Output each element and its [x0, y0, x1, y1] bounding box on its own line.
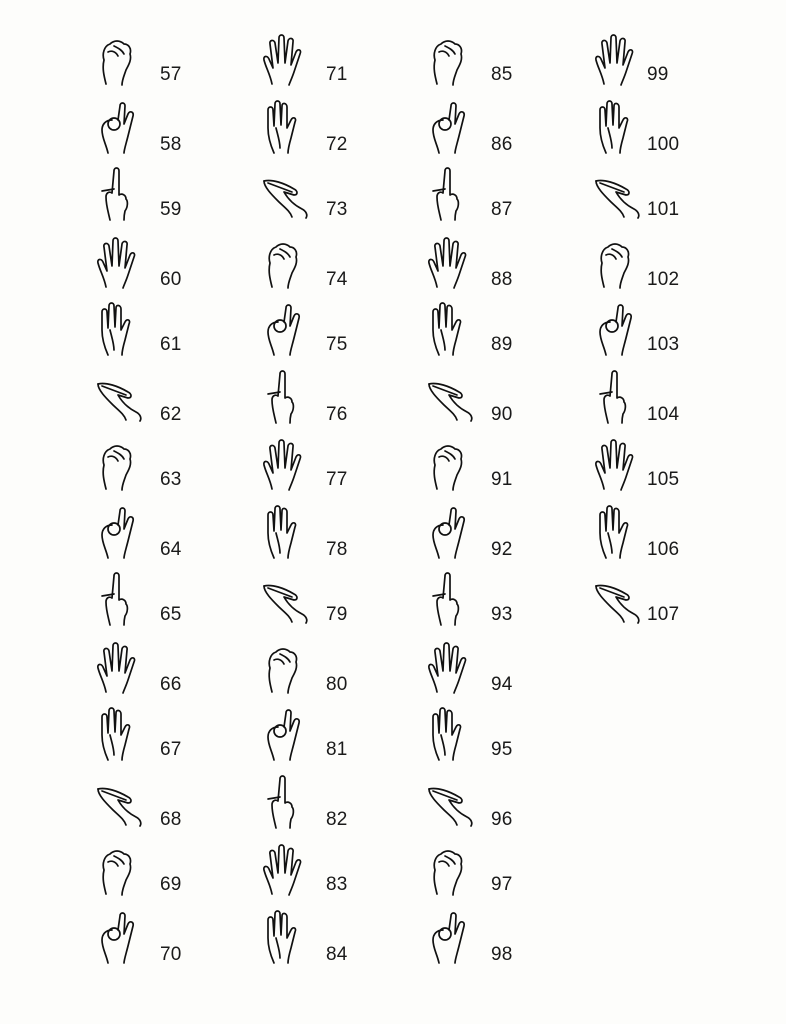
sign-entry: [423, 165, 593, 225]
sign-number: 87: [491, 199, 513, 220]
hand-sign-57-icon: [92, 30, 146, 86]
sign-entry: [92, 570, 262, 630]
sign-entry: [258, 233, 428, 293]
sign-entry: [258, 570, 428, 630]
sign-number: 88: [491, 268, 513, 290]
sign-number: 106: [647, 538, 680, 560]
sign-number: 61: [160, 334, 182, 355]
hand-sign-94-icon: [423, 638, 477, 694]
hand-sign-102-icon: [590, 233, 644, 289]
sign-number: 58: [160, 133, 182, 155]
hand-sign-67-icon: [92, 705, 146, 761]
sign-entry: [92, 840, 262, 900]
hand-sign-91-icon: [423, 435, 477, 491]
sign-number: 91: [491, 469, 513, 490]
sign-number: 81: [326, 739, 348, 760]
sign-number: 82: [326, 808, 348, 830]
hand-sign-62-icon: [92, 368, 146, 424]
sign-number: 84: [326, 943, 348, 965]
sign-number: 90: [491, 403, 513, 425]
sign-entry: [423, 30, 593, 90]
sign-entry: [590, 98, 760, 158]
sign-number: 63: [160, 469, 182, 490]
sign-number: 107: [647, 604, 680, 625]
sign-number: 103: [647, 334, 680, 355]
sign-number: 71: [326, 64, 348, 85]
hand-sign-68-icon: [92, 773, 146, 829]
sign-entry: [92, 503, 262, 563]
sign-entry: [590, 300, 760, 360]
sign-entry: [590, 30, 760, 90]
sign-entry: [590, 503, 760, 563]
sign-number: 78: [326, 538, 348, 560]
sign-entry: [92, 908, 262, 968]
sign-number: 97: [491, 874, 513, 895]
hand-sign-107-icon: [590, 570, 644, 626]
sign-entry: [423, 98, 593, 158]
sign-entry: [423, 840, 593, 900]
sign-entry: [258, 503, 428, 563]
sign-entry: [423, 435, 593, 495]
hand-sign-103-icon: [590, 300, 644, 356]
sign-entry: [423, 773, 593, 833]
sign-entry: [92, 705, 262, 765]
sign-number: 80: [326, 673, 348, 695]
sign-entry: [590, 570, 760, 630]
sign-number: 60: [160, 268, 182, 290]
hand-sign-77-icon: [258, 435, 312, 491]
hand-sign-74-icon: [258, 233, 312, 289]
hand-sign-71-icon: [258, 30, 312, 86]
sign-entry: [423, 503, 593, 563]
hand-sign-66-icon: [92, 638, 146, 694]
hand-sign-88-icon: [423, 233, 477, 289]
sign-entry: [258, 30, 428, 90]
sign-number: 93: [491, 604, 513, 625]
sign-number: 102: [647, 268, 680, 290]
hand-sign-75-icon: [258, 300, 312, 356]
sign-entry: [590, 233, 760, 293]
sign-entry: [258, 908, 428, 968]
hand-sign-59-icon: [92, 165, 146, 221]
sign-number: 101: [647, 199, 680, 220]
sign-entry: [258, 300, 428, 360]
hand-sign-106-icon: [590, 503, 644, 559]
hand-sign-83-icon: [258, 840, 312, 896]
hand-sign-58-icon: [92, 98, 146, 154]
sign-number: 67: [160, 739, 182, 760]
sign-entry: [258, 368, 428, 428]
sign-number: 72: [326, 133, 348, 155]
hand-sign-72-icon: [258, 98, 312, 154]
sign-entry: [92, 435, 262, 495]
sign-number: 69: [160, 874, 182, 895]
sign-entry: [590, 165, 760, 225]
sign-number: 68: [160, 808, 182, 830]
hand-sign-73-icon: [258, 165, 312, 221]
sign-number: 83: [326, 874, 348, 895]
hand-sign-65-icon: [92, 570, 146, 626]
sign-number: 66: [160, 673, 182, 695]
sign-entry: [92, 773, 262, 833]
sign-entry: [92, 233, 262, 293]
sign-entry: [423, 233, 593, 293]
sign-entry: [423, 300, 593, 360]
sign-number: 99: [647, 64, 669, 85]
hand-sign-70-icon: [92, 908, 146, 964]
hand-sign-97-icon: [423, 840, 477, 896]
sign-number: 70: [160, 943, 182, 965]
sign-number: 57: [160, 64, 182, 85]
sign-number: 94: [491, 673, 513, 695]
hand-sign-105-icon: [590, 435, 644, 491]
sign-entry: [423, 638, 593, 698]
sign-entry: [258, 638, 428, 698]
sign-entry: [423, 908, 593, 968]
sign-entry: [423, 705, 593, 765]
sign-entry: [258, 773, 428, 833]
hand-sign-64-icon: [92, 503, 146, 559]
sign-number: 76: [326, 403, 348, 425]
sign-number: 73: [326, 199, 348, 220]
sign-entry: [590, 368, 760, 428]
hand-sign-84-icon: [258, 908, 312, 964]
hand-sign-86-icon: [423, 98, 477, 154]
sign-number: 100: [647, 133, 680, 155]
hand-sign-78-icon: [258, 503, 312, 559]
hand-sign-80-icon: [258, 638, 312, 694]
sign-entry: [423, 570, 593, 630]
hand-sign-79-icon: [258, 570, 312, 626]
sign-entry: [92, 165, 262, 225]
hand-sign-85-icon: [423, 30, 477, 86]
hand-sign-82-icon: [258, 773, 312, 829]
hand-sign-60-icon: [92, 233, 146, 289]
sign-number: 74: [326, 268, 348, 290]
sign-entry: [92, 300, 262, 360]
sign-number: 85: [491, 64, 513, 85]
sign-number: 92: [491, 538, 513, 560]
hand-sign-95-icon: [423, 705, 477, 761]
hand-sign-76-icon: [258, 368, 312, 424]
sign-number: 98: [491, 943, 513, 965]
hand-sign-63-icon: [92, 435, 146, 491]
sign-number: 75: [326, 334, 348, 355]
sign-number: 62: [160, 403, 182, 425]
sign-entry: [258, 435, 428, 495]
sign-number: 77: [326, 469, 348, 490]
hand-sign-101-icon: [590, 165, 644, 221]
sign-number: 105: [647, 469, 680, 490]
sign-entry: [590, 435, 760, 495]
sign-entry: [92, 368, 262, 428]
sign-number: 86: [491, 133, 513, 155]
hand-sign-104-icon: [590, 368, 644, 424]
hand-sign-93-icon: [423, 570, 477, 626]
sign-number: 59: [160, 199, 182, 220]
sign-number: 79: [326, 604, 348, 625]
hand-sign-89-icon: [423, 300, 477, 356]
hand-sign-90-icon: [423, 368, 477, 424]
sign-number: 65: [160, 604, 182, 625]
sign-number: 64: [160, 538, 182, 560]
sign-entry: [92, 638, 262, 698]
hand-sign-92-icon: [423, 503, 477, 559]
hand-sign-81-icon: [258, 705, 312, 761]
sign-number: 104: [647, 403, 680, 425]
hand-sign-61-icon: [92, 300, 146, 356]
sign-entry: [423, 368, 593, 428]
hand-sign-96-icon: [423, 773, 477, 829]
sign-entry: [258, 98, 428, 158]
hand-sign-87-icon: [423, 165, 477, 221]
sign-number: 89: [491, 334, 513, 355]
sign-entry: [92, 98, 262, 158]
sign-entry: [258, 840, 428, 900]
sign-number: 95: [491, 739, 513, 760]
hand-sign-100-icon: [590, 98, 644, 154]
hand-sign-69-icon: [92, 840, 146, 896]
hand-sign-99-icon: [590, 30, 644, 86]
hand-sign-98-icon: [423, 908, 477, 964]
sign-entry: [258, 165, 428, 225]
sign-entry: [92, 30, 262, 90]
sign-entry: [258, 705, 428, 765]
sign-number: 96: [491, 808, 513, 830]
